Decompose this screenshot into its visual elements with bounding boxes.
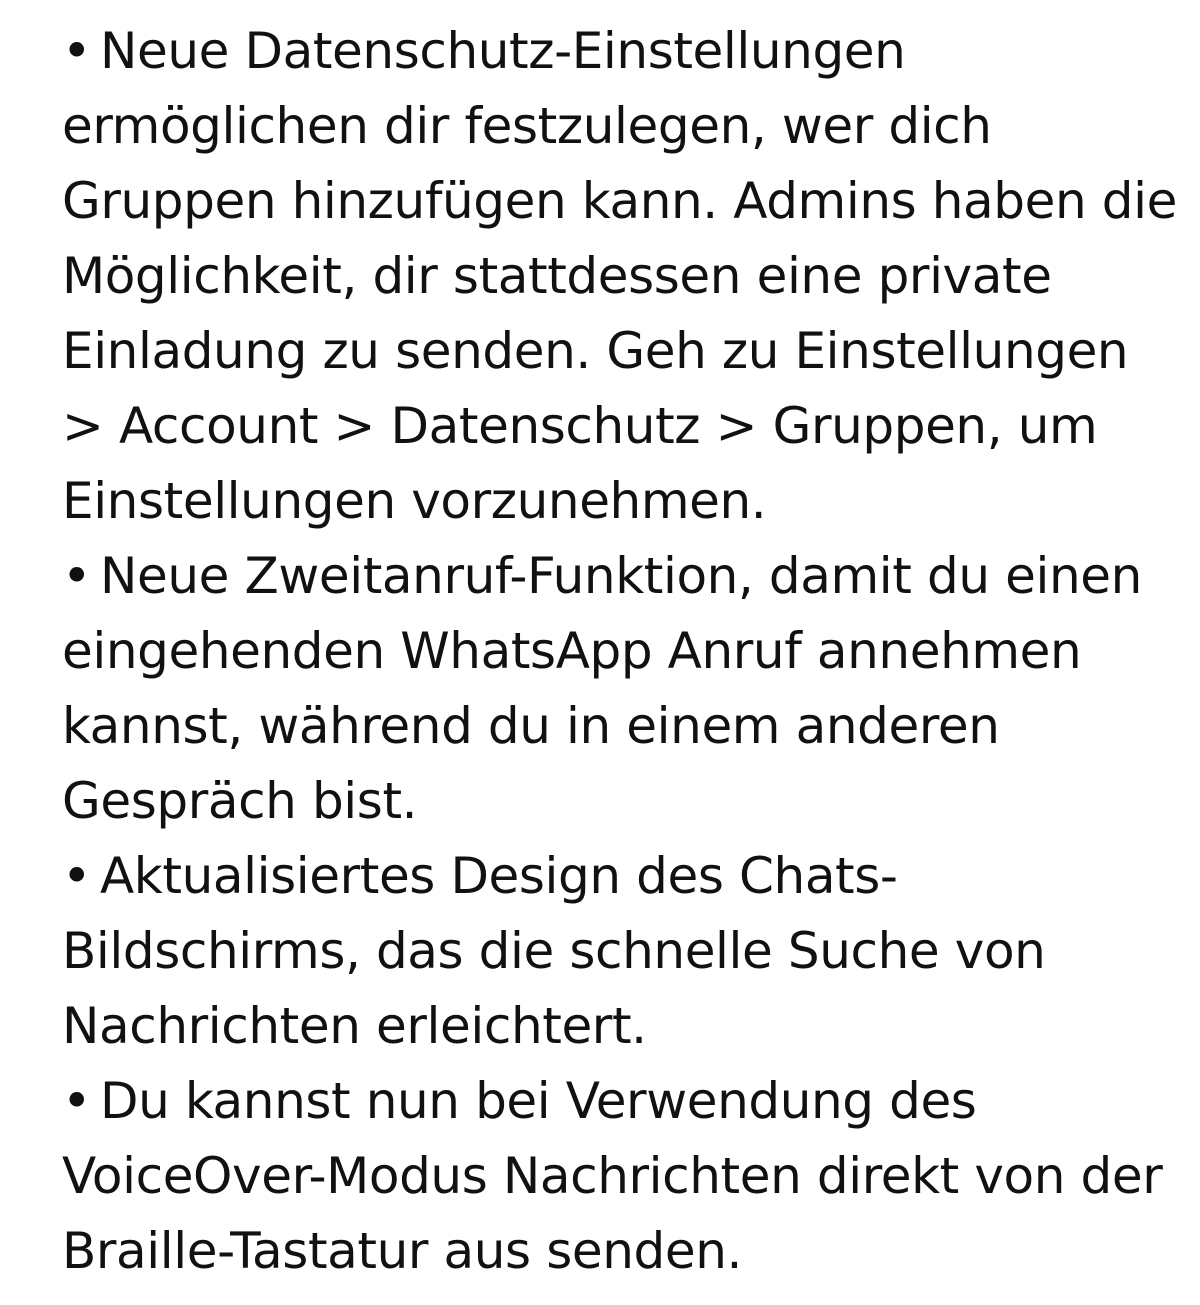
- bullet-icon: •: [62, 22, 92, 80]
- release-note-text: Neue Zweitanruf-Funktion, damit du einen eingehenden WhatsApp Anruf annehmen kannst, während du in einem anderen Gespräch bist.: [62, 547, 1142, 830]
- bullet-icon: •: [62, 1072, 92, 1130]
- release-note-item: [62, 539, 1182, 839]
- bullet-icon: •: [62, 847, 92, 905]
- bullet-icon: •: [62, 547, 92, 605]
- release-note-item: [62, 14, 1182, 539]
- release-note-text: Neue Datenschutz-Einstellungen ermöglichen dir festzulegen, wer dich Gruppen hinzufügen kann. Admins haben die Möglichkeit, dir stattdessen eine private Einladung zu senden. Geh zu Einstellungen > Account > Datenschutz > Gruppen, um Einstellungen vorzunehmen.: [62, 22, 1177, 530]
- release-notes: [62, 14, 1182, 1289]
- release-note-item: [62, 839, 1182, 1064]
- release-note-text: Du kannst nun bei Verwendung des VoiceOver-Modus Nachrichten direkt von der Braille-Tastatur aus senden.: [62, 1072, 1163, 1280]
- release-note-item: [62, 1064, 1182, 1289]
- release-note-text: Aktualisiertes Design des Chats-Bildschirms, das die schnelle Suche von Nachrichten erleichtert.: [62, 847, 1046, 1055]
